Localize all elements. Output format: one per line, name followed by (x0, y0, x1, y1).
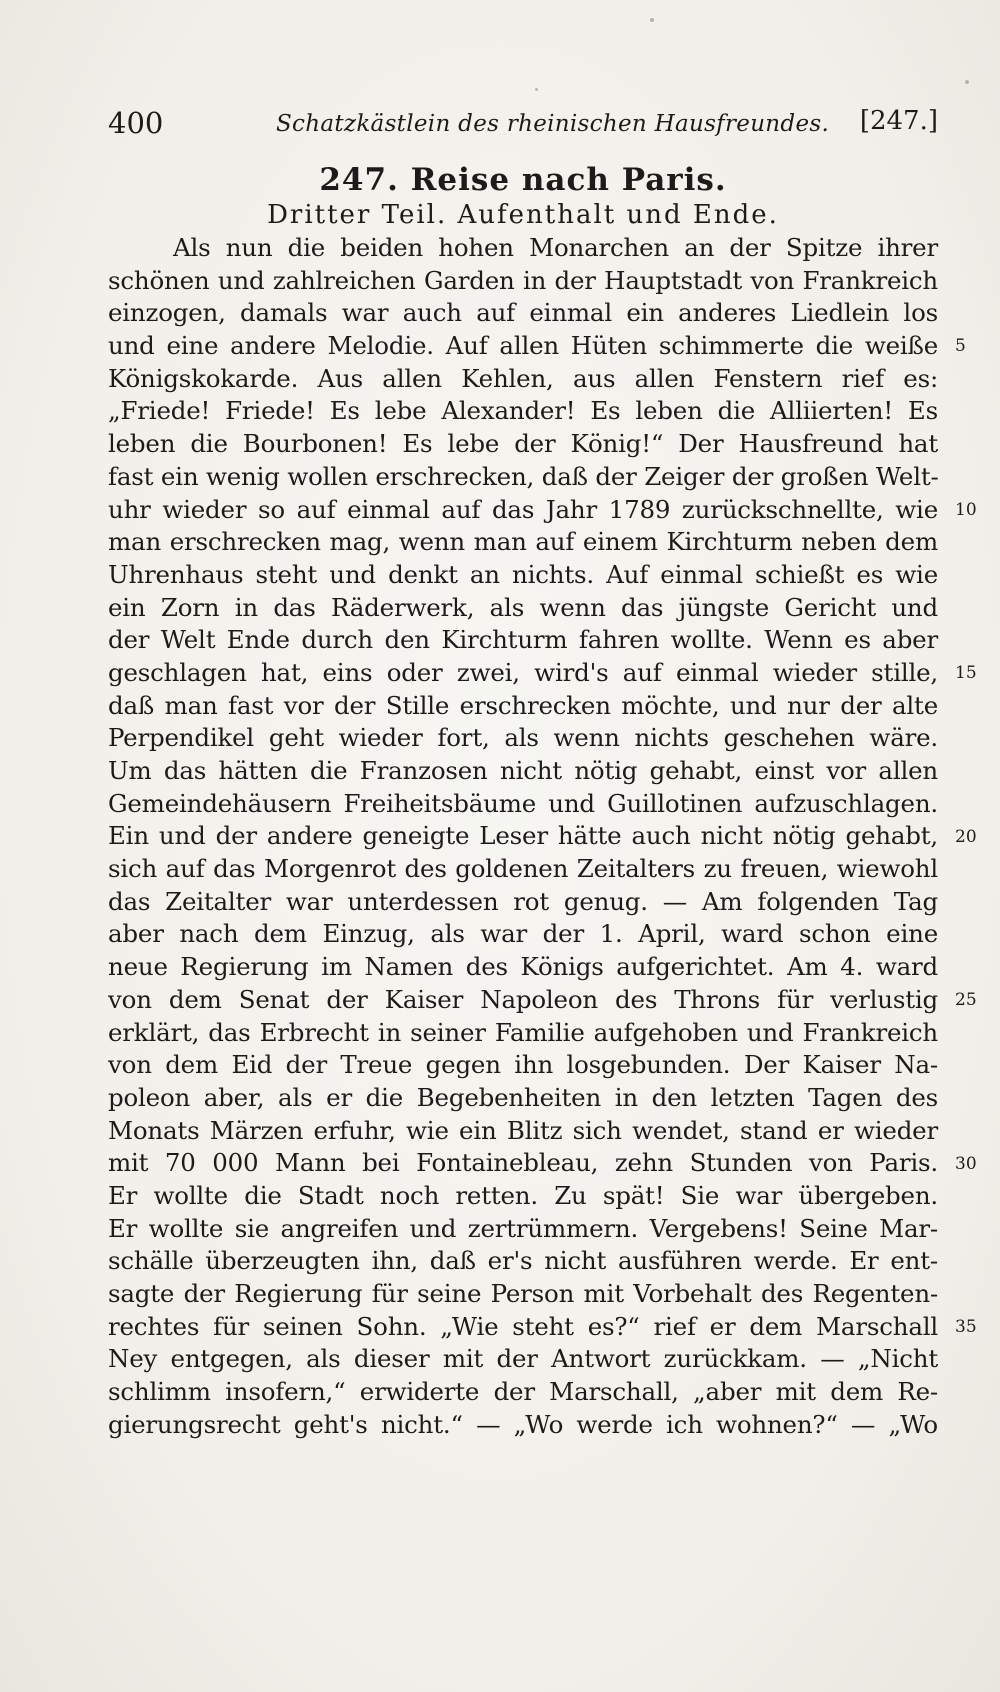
text-line: ein Zorn in das Räderwerk, als wenn das jüngste Gericht und (108, 592, 938, 622)
text-line: einzogen, damals war auch auf einmal ein anderes Liedlein los (108, 298, 938, 328)
page-header (108, 106, 938, 146)
text-line: gierungsrecht geht's nicht.“ — „Wo werde ich wohnen?“ — „Wo (108, 1409, 938, 1439)
text-line: „Friede! Friede! Es lebe Alexander! Es leben die Alliierten! Es (108, 396, 938, 426)
text-line: das Zeitalter war unterdessen rot genug. — Am folgenden Tag (108, 886, 938, 916)
text-line: Königskokarde. Aus allen Kehlen, aus allen Fenstern rief es: (108, 363, 938, 393)
text-line: Um das hätten die Franzosen nicht nötig gehabt, einst vor allen (108, 756, 938, 785)
text-line: Perpendikel geht wieder fort, als wenn nichts geschehen wäre. (108, 723, 938, 753)
text-line: geschlagen hat, eins oder zwei, wird's auf einmal wieder stille, (108, 657, 938, 687)
paper-speck (965, 80, 969, 84)
text-line: neue Regierung im Namen des Königs aufgerichtet. Am 4. ward (108, 952, 938, 982)
text-line: schlimm insofern,“ erwiderte der Marschall, „aber mit dem Re- (108, 1377, 938, 1407)
text-line: Er wollte sie angreifen und zertrümmern. Vergebens! Seine Mar- (108, 1213, 938, 1243)
text-line: sagte der Regierung für seine Person mit Vorbehalt des Regenten- (108, 1279, 938, 1308)
body-text (108, 232, 938, 1441)
page-number: 400 (108, 106, 164, 140)
text-line: Ein und der andere geneigte Leser hätte auch nicht nötig gehabt, (108, 821, 938, 851)
text-line: schälle überzeugten ihn, daß er's nicht ausführen werde. Er ent- (108, 1246, 938, 1276)
line-number: 35 (955, 1317, 977, 1338)
text-line: poleon aber, als er die Begebenheiten in den letzten Tagen des (108, 1082, 938, 1112)
text-line: Als nun die beiden hohen Monarchen an der Spitze ihrer (173, 233, 938, 262)
text-line: Gemeindehäusern Freiheitsbäume und Guillotinen aufzuschlagen. (108, 788, 938, 818)
line-number: 5 (955, 336, 966, 357)
text-line: mit 70 000 Mann bei Fontainebleau, zehn Stunden von Paris. (108, 1148, 938, 1178)
paper-speck (650, 18, 654, 22)
line-number: 15 (955, 663, 977, 684)
chapter-subtitle: Dritter Teil. Aufenthalt und Ende. (267, 200, 779, 230)
text-line: aber nach dem Einzug, als war der 1. April, ward schon eine (108, 919, 938, 949)
line-number: 30 (955, 1153, 977, 1174)
line-number: 20 (955, 826, 977, 847)
text-line: und eine andere Melodie. Auf allen Hüten schimmerte die weiße (108, 331, 938, 361)
text-line: man erschrecken mag, wenn man auf einem Kirchturm neben dem (108, 527, 938, 557)
section-reference: [247.] (859, 106, 938, 136)
paper-speck (535, 88, 538, 91)
text-line: uhr wieder so auf einmal auf das Jahr 1789 zurückschnellte, wie (108, 494, 938, 524)
text-line: schönen und zahlreichen Garden in der Hauptstadt von Frankreich (108, 265, 938, 295)
text-line: Uhrenhaus steht und denkt an nichts. Auf einmal schießt es wie (108, 559, 938, 589)
line-number: 10 (955, 499, 977, 520)
text-line: daß man fast vor der Stille erschrecken möchte, und nur der alte (108, 690, 938, 720)
text-line: Ney entgegen, als dieser mit der Antwort zurückkam. — „Nicht (108, 1344, 938, 1374)
text-line: von dem Eid der Treue gegen ihn losgebunden. Der Kaiser Na- (108, 1050, 938, 1080)
text-line: fast ein wenig wollen erschrecken, daß der Zeiger der großen Welt- (108, 461, 939, 491)
text-line: leben die Bourbonen! Es lebe der König!“ Der Hausfreund hat (108, 429, 938, 459)
running-title: Schatzkästlein des rheinischen Hausfreundes. (276, 111, 830, 137)
text-line: Er wollte die Stadt noch retten. Zu spät! Sie war übergeben. (108, 1180, 938, 1210)
text-line: von dem Senat der Kaiser Napoleon des Throns für verlustig (108, 984, 938, 1014)
chapter-title: 247. Reise nach Paris. (319, 162, 727, 198)
text-line: erklärt, das Erbrecht in seiner Familie aufgehoben und Frankreich (108, 1017, 938, 1047)
text-line: sich auf das Morgenrot des goldenen Zeitalters zu freuen, wiewohl (108, 854, 938, 884)
text-line: rechtes für seinen Sohn. „Wie steht es?“ rief er dem Marschall (108, 1311, 938, 1341)
text-line: Monats Märzen erfuhr, wie ein Blitz sich wendet, stand er wieder (108, 1115, 938, 1145)
text-line: der Welt Ende durch den Kirchturm fahren wollte. Wenn es aber (108, 625, 938, 655)
line-number: 25 (955, 990, 977, 1011)
